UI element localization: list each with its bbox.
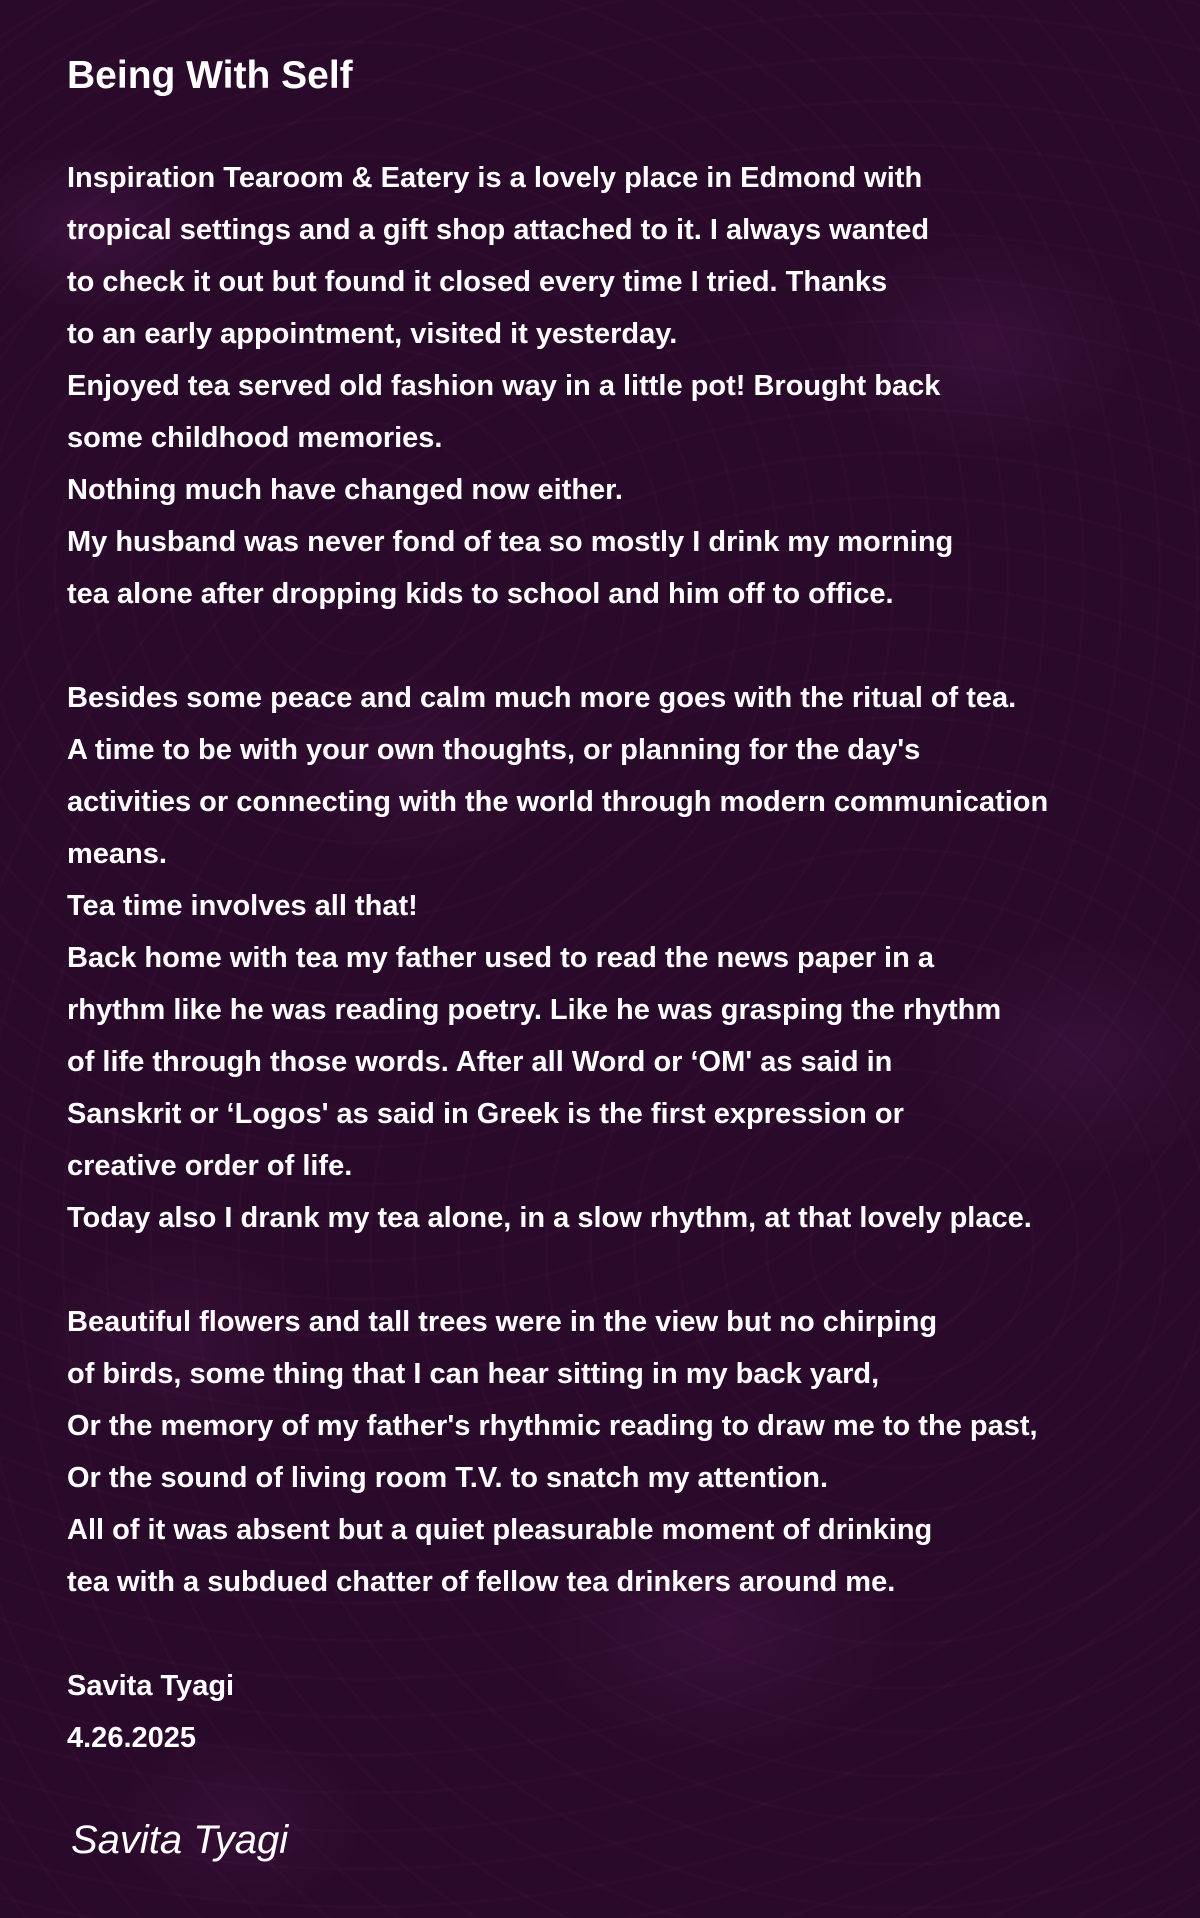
poem-page (67, 50, 1177, 1866)
poem-line: All of it was absent but a quiet pleasurable moment of drinking (67, 1514, 933, 1546)
poem-line: some childhood memories. (67, 422, 443, 454)
poem-line: Tea time involves all that! (67, 890, 418, 922)
poem-line: Besides some peace and calm much more goes with the ritual of tea. (67, 682, 1017, 714)
author-name: Savita Tyagi (67, 1670, 235, 1702)
poem-line: of birds, some thing that I can hear sitting in my back yard, (67, 1358, 880, 1390)
poem-line: to check it out but found it closed every time I tried. Thanks (67, 266, 888, 298)
poem-line: tropical settings and a gift shop attached to it. I always wanted (67, 214, 930, 246)
poem-line: My husband was never fond of tea so mostly I drink my morning (67, 526, 954, 558)
poem-line: to an early appointment, visited it yesterday. (67, 318, 678, 350)
poem-line: Or the sound of living room T.V. to snatch my attention. (67, 1462, 829, 1494)
poem-line: Back home with tea my father used to read the news paper in a (67, 942, 935, 974)
poem-date: 4.26.2025 (67, 1722, 197, 1754)
poem-line: tea alone after dropping kids to school and him off to office. (67, 578, 894, 610)
poem-line: activities or connecting with the world through modern communication (67, 786, 1049, 818)
poem-line: Enjoyed tea served old fashion way in a little pot! Brought back (67, 370, 941, 402)
poem-line: Nothing much have changed now either. (67, 474, 623, 506)
author-signature: Savita Tyagi (71, 1818, 289, 1862)
poem-line: tea with a subdued chatter of fellow tea drinkers around me. (67, 1566, 896, 1598)
poem-line: A time to be with your own thoughts, or planning for the day's (67, 734, 921, 766)
poem-line: Beautiful flowers and tall trees were in the view but no chirping (67, 1306, 938, 1338)
poem-line: of life through those words. After all Word or ‘OM' as said in (67, 1046, 893, 1078)
stanza-2 (67, 672, 1177, 1244)
stanza-3 (67, 1296, 1177, 1608)
poem-line: creative order of life. (67, 1150, 353, 1182)
poem-line: means. (67, 838, 167, 870)
author-block (67, 1660, 1177, 1764)
poem-title: Being With Self (67, 54, 353, 97)
poem-line: Inspiration Tearoom & Eatery is a lovely place in Edmond with (67, 162, 923, 194)
stanza-1 (67, 152, 1177, 620)
poem-line: rhythm like he was reading poetry. Like he was grasping the rhythm (67, 994, 1002, 1026)
poem-line: Sanskrit or ‘Logos' as said in Greek is the first expression or (67, 1098, 904, 1130)
poem-line: Today also I drank my tea alone, in a slow rhythm, at that lovely place. (67, 1202, 1032, 1234)
poem-line: Or the memory of my father's rhythmic reading to draw me to the past, (67, 1410, 1038, 1442)
